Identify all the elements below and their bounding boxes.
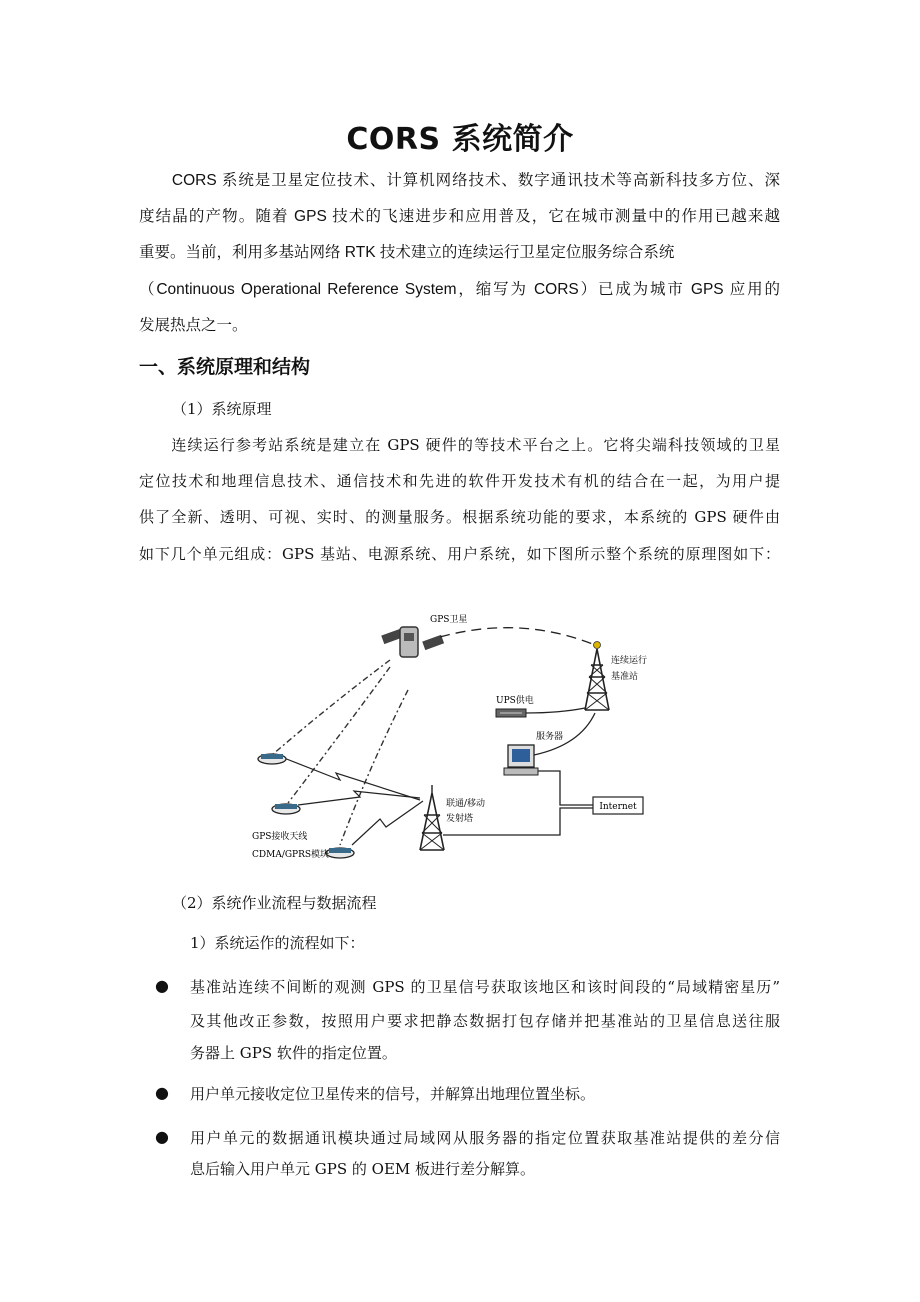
gps-receiver-icon-2 (272, 804, 300, 814)
base-station-label-2: 基准站 (611, 672, 639, 682)
base-station-tower-icon (585, 642, 609, 711)
intro-line-3: 重要。当前，利用多基站网络 RTK 技术建立的连续运行卫星定位服务综合系统 (139, 244, 675, 261)
server-internet-cable (538, 771, 593, 805)
gps-receiver-icon-1 (258, 754, 286, 764)
tower-label-2: 发射塔 (446, 814, 474, 824)
receiver-label-2: CDMA/GPRS模块 (252, 850, 330, 860)
internet-label: Internet (599, 802, 637, 812)
subsection-label-1: （1）系统原理 (172, 400, 272, 418)
principle-line-2: 定位技术和地理信息技术、通信技术和先进的软件开发技术有机的结合在一起，为用户提 (139, 472, 780, 490)
intro-line-2: 度结晶的产物。随着 GPS 技术的飞速进步和应用普及，它在城市测量中的作用已越来越 (139, 208, 780, 225)
wireless-link-2 (298, 791, 420, 805)
gps-receiver-icon-3 (326, 848, 354, 858)
section-heading: 一、系统原理和结构 (139, 356, 311, 378)
satellite-base-link (440, 628, 595, 645)
ups-tower-cable (526, 708, 585, 713)
receiver-label-1: GPS接收天线 (252, 832, 308, 842)
transmit-tower-icon (420, 785, 444, 850)
principle-line-4: 如下几个单元组成：GPS 基站、电源系统、用户系统，如下图所示整个系统的原理图如下： (139, 545, 780, 563)
flow-intro: 1）系统运作的流程如下： (190, 934, 365, 952)
server-label: 服务器 (536, 732, 564, 742)
bullet-3-line-1: 用户单元的数据通讯模块通过局域网从服务器的指定位置获取基准站提供的差分信 (190, 1129, 780, 1147)
intro-line-5: 发展热点之一。 (139, 317, 248, 334)
ups-icon (496, 709, 526, 717)
satellite-icon (381, 627, 444, 657)
satellite-receiver-link-2 (288, 667, 390, 803)
intro-line-4: （Continuous Operational Reference System，缩写为 CORS）已成为城市 GPS 应用的 (139, 281, 780, 298)
intro-line-1: CORS 系统是卫星定位技术、计算机网络技术、数字通讯技术等高新科技多方位、深 (139, 172, 780, 189)
ups-label: UPS供电 (496, 696, 534, 706)
base-station-label-1: 连续运行 (611, 656, 648, 666)
bullet-1-line-2: 及其他改正参数，按照用户要求把静态数据打包存储并把基准站的卫星信息送往服 (190, 1012, 780, 1030)
bullet-3-line-2: 息后输入用户单元 GPS 的 OEM 板进行差分解算。 (190, 1160, 536, 1178)
satellite-receiver-link-1 (272, 660, 390, 755)
server-computer-icon (504, 745, 538, 775)
bullet-1-line-1: 基准站连续不间断的观测 GPS 的卫星信号获取该地区和该时间段的“局域精密星历” (190, 978, 780, 996)
principle-line-1: 连续运行参考站系统是建立在 GPS 硬件的等技术平台之上。它将尖端科技领域的卫星 (139, 436, 780, 454)
bullet-marker-3: ● (155, 1127, 169, 1146)
bullet-marker-1: ● (155, 976, 169, 995)
page-title: CORS 系统简介 (346, 122, 574, 157)
satellite-receiver-link-3 (340, 690, 408, 845)
wireless-link-3 (352, 801, 423, 845)
tower-label-1: 联通/移动 (446, 799, 486, 809)
bullet-marker-2: ● (155, 1083, 169, 1102)
bullet-2-line-1: 用户单元接收定位卫星传来的信号，并解算出地理位置坐标。 (190, 1085, 596, 1103)
system-diagram (240, 605, 660, 870)
bullet-1-line-3: 务器上 GPS 软件的指定位置。 (190, 1044, 397, 1062)
subsection-label-2: （2）系统作业流程与数据流程 (172, 894, 377, 912)
principle-line-3: 供了全新、透明、可视、实时、的测量服务。根据系统功能的要求，本系统的 GPS 硬件由 (139, 508, 780, 526)
wireless-link-1 (284, 758, 420, 800)
satellite-label: GPS卫星 (430, 615, 468, 625)
